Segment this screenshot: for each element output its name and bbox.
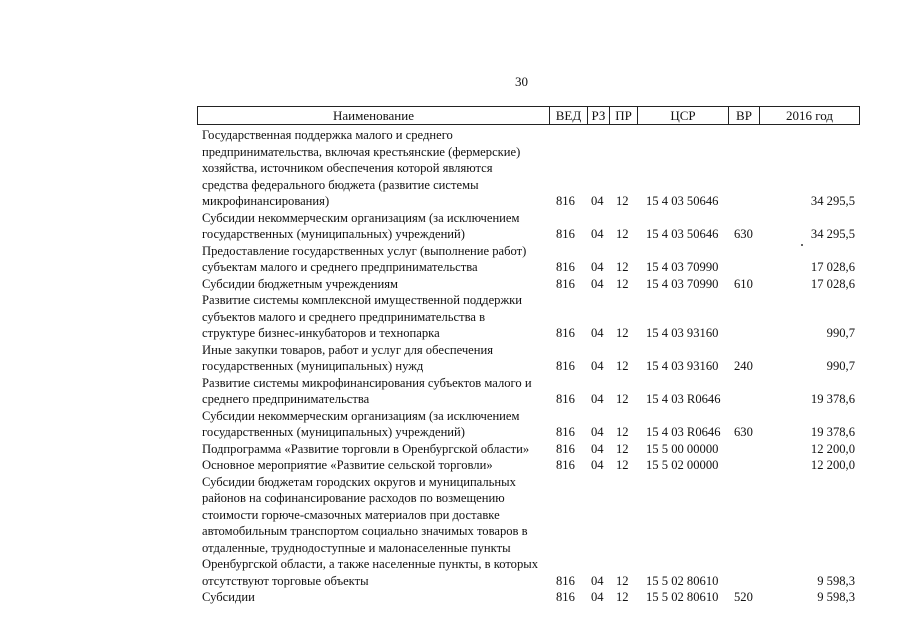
table-row: [0, 375, 905, 408]
table-header: [197, 106, 860, 125]
row-pr: 12: [616, 260, 629, 274]
row-csr: 15 4 03 50646: [646, 194, 719, 208]
row-csr: 15 5 02 00000: [646, 458, 719, 472]
row-name: Субсидии бюджетным учреждениям: [202, 276, 398, 291]
row-csr: 15 4 03 R0646: [646, 425, 721, 439]
row-rz: 04: [591, 276, 604, 291]
row-ved: 816: [556, 573, 575, 588]
row-ved: 816: [556, 276, 575, 291]
row-amount: 34 295,5: [810, 194, 855, 208]
row-name: Предоставление государственных услуг (выполнение работ) субъектам малого и среднего предпринимательства: [202, 243, 527, 274]
header-csr: ЦСР: [638, 107, 729, 124]
row-pr: 12: [616, 425, 629, 439]
header-year: 2016 год: [786, 108, 833, 123]
row-rz: 04: [591, 590, 604, 604]
row-rz: 04: [591, 425, 604, 439]
row-rz: 04: [591, 194, 604, 208]
row-amount: 17 028,6: [810, 276, 855, 291]
row-rz: 04: [591, 260, 604, 274]
row-pr: 12: [616, 326, 629, 340]
row-name: Субсидии: [202, 590, 255, 604]
table-row: [0, 276, 905, 293]
row-amount: 990,7: [826, 359, 855, 373]
row-name: Субсидии бюджетам городских округов и муниципальных районов на софинансирование расходов по возмещению стоимости горюче-смазочных материалов при доставке автомобильным транспортом социально значимых товаров в отдаленные, труднодоступные и малонаселенные пункты Оренбургской области, а также населенные пункты, в которых отсутствуют торговые объекты: [202, 474, 539, 588]
table-row: [0, 408, 905, 441]
row-amount: 17 028,6: [810, 260, 855, 274]
table-row: [0, 589, 905, 606]
row-rz: 04: [591, 359, 604, 373]
row-amount: 19 378,6: [810, 392, 855, 406]
row-pr: 12: [616, 392, 629, 406]
table-row: [0, 292, 905, 342]
header-rz: РЗ: [588, 107, 610, 124]
row-vr: 630: [734, 227, 753, 241]
table-row: [0, 342, 905, 375]
row-pr: 12: [616, 573, 629, 588]
row-ved: 816: [556, 260, 575, 274]
table-row: [0, 243, 905, 276]
header-vr: ВР: [729, 107, 760, 124]
table-row: [0, 441, 905, 458]
row-ved: 816: [556, 359, 575, 373]
row-rz: 04: [591, 458, 604, 472]
row-csr: 15 4 03 93160: [646, 359, 719, 373]
row-name: Развитие системы комплексной имущественной поддержки субъектов малого и среднего предпринимательства в структуре бизнес-инкубаторов и технопарка: [202, 293, 523, 340]
row-name: Иные закупки товаров, работ и услуг для обеспечения государственных (муниципальных) нужд: [202, 342, 494, 373]
table-row: [0, 210, 905, 243]
table-row: [0, 457, 905, 474]
row-vr: 630: [734, 425, 753, 439]
row-vr: 610: [734, 276, 753, 291]
row-pr: 12: [616, 458, 629, 472]
row-amount: 19 378,6: [810, 425, 855, 439]
row-csr: 15 4 03 70990: [646, 260, 719, 274]
table-body: [0, 127, 905, 606]
row-name: Субсидии некоммерческим организациям (за исключением государственных (муниципальных) учреждений): [202, 210, 520, 241]
row-amount: 12 200,0: [810, 458, 855, 472]
row-csr: 15 4 03 70990: [646, 276, 719, 291]
row-name: Подпрограмма «Развитие торговли в Оренбургской области»: [202, 441, 530, 456]
row-pr: 12: [616, 359, 629, 373]
row-ved: 816: [556, 590, 575, 604]
row-pr: 12: [616, 590, 629, 604]
row-name: Развитие системы микрофинансирования субъектов малого и среднего предпринимательства: [202, 375, 532, 406]
row-name: Основное мероприятие «Развитие сельской торговли»: [202, 458, 493, 472]
row-rz: 04: [591, 326, 604, 340]
row-pr: 12: [616, 194, 629, 208]
row-pr: 12: [616, 276, 629, 291]
row-csr: 15 5 00 00000: [646, 441, 719, 456]
row-ved: 816: [556, 326, 575, 340]
row-amount: 990,7: [826, 326, 855, 340]
row-rz: 04: [591, 441, 604, 456]
row-amount: 12 200,0: [810, 441, 855, 456]
row-rz: 04: [591, 227, 604, 241]
row-csr: 15 5 02 80610: [646, 590, 719, 604]
row-name: Государственная поддержка малого и среднего предпринимательства, включая крестьянские (фермерские) хозяйства, источником обеспечения которой являются средства федерального бюджета (развитие системы микрофинансирования): [202, 128, 521, 208]
row-ved: 816: [556, 425, 575, 439]
row-ved: 816: [556, 227, 575, 241]
row-pr: 12: [616, 441, 629, 456]
row-ved: 816: [556, 441, 575, 456]
row-amount: 34 295,5: [810, 227, 855, 241]
scan-speck: [801, 244, 803, 246]
row-vr: 240: [734, 359, 753, 373]
row-amount: 9 598,3: [817, 590, 855, 604]
row-ved: 816: [556, 458, 575, 472]
header-name: Наименование: [198, 107, 550, 124]
row-pr: 12: [616, 227, 629, 241]
row-csr: 15 4 03 50646: [646, 227, 719, 241]
table-row: [0, 127, 905, 210]
row-rz: 04: [591, 392, 604, 406]
table-row: [0, 474, 905, 590]
row-csr: 15 4 03 R0646: [646, 392, 721, 406]
header-ved: ВЕД: [550, 107, 588, 124]
row-vr: 520: [734, 590, 753, 604]
row-csr: 15 5 02 80610: [646, 573, 719, 588]
header-pr: ПР: [610, 107, 638, 124]
page-number: 30: [515, 74, 528, 89]
row-ved: 816: [556, 392, 575, 406]
row-rz: 04: [591, 573, 604, 588]
row-csr: 15 4 03 93160: [646, 326, 719, 340]
row-name: Субсидии некоммерческим организациям (за исключением государственных (муниципальных) учреждений): [202, 408, 520, 439]
row-amount: 9 598,3: [817, 573, 855, 588]
row-ved: 816: [556, 194, 575, 208]
